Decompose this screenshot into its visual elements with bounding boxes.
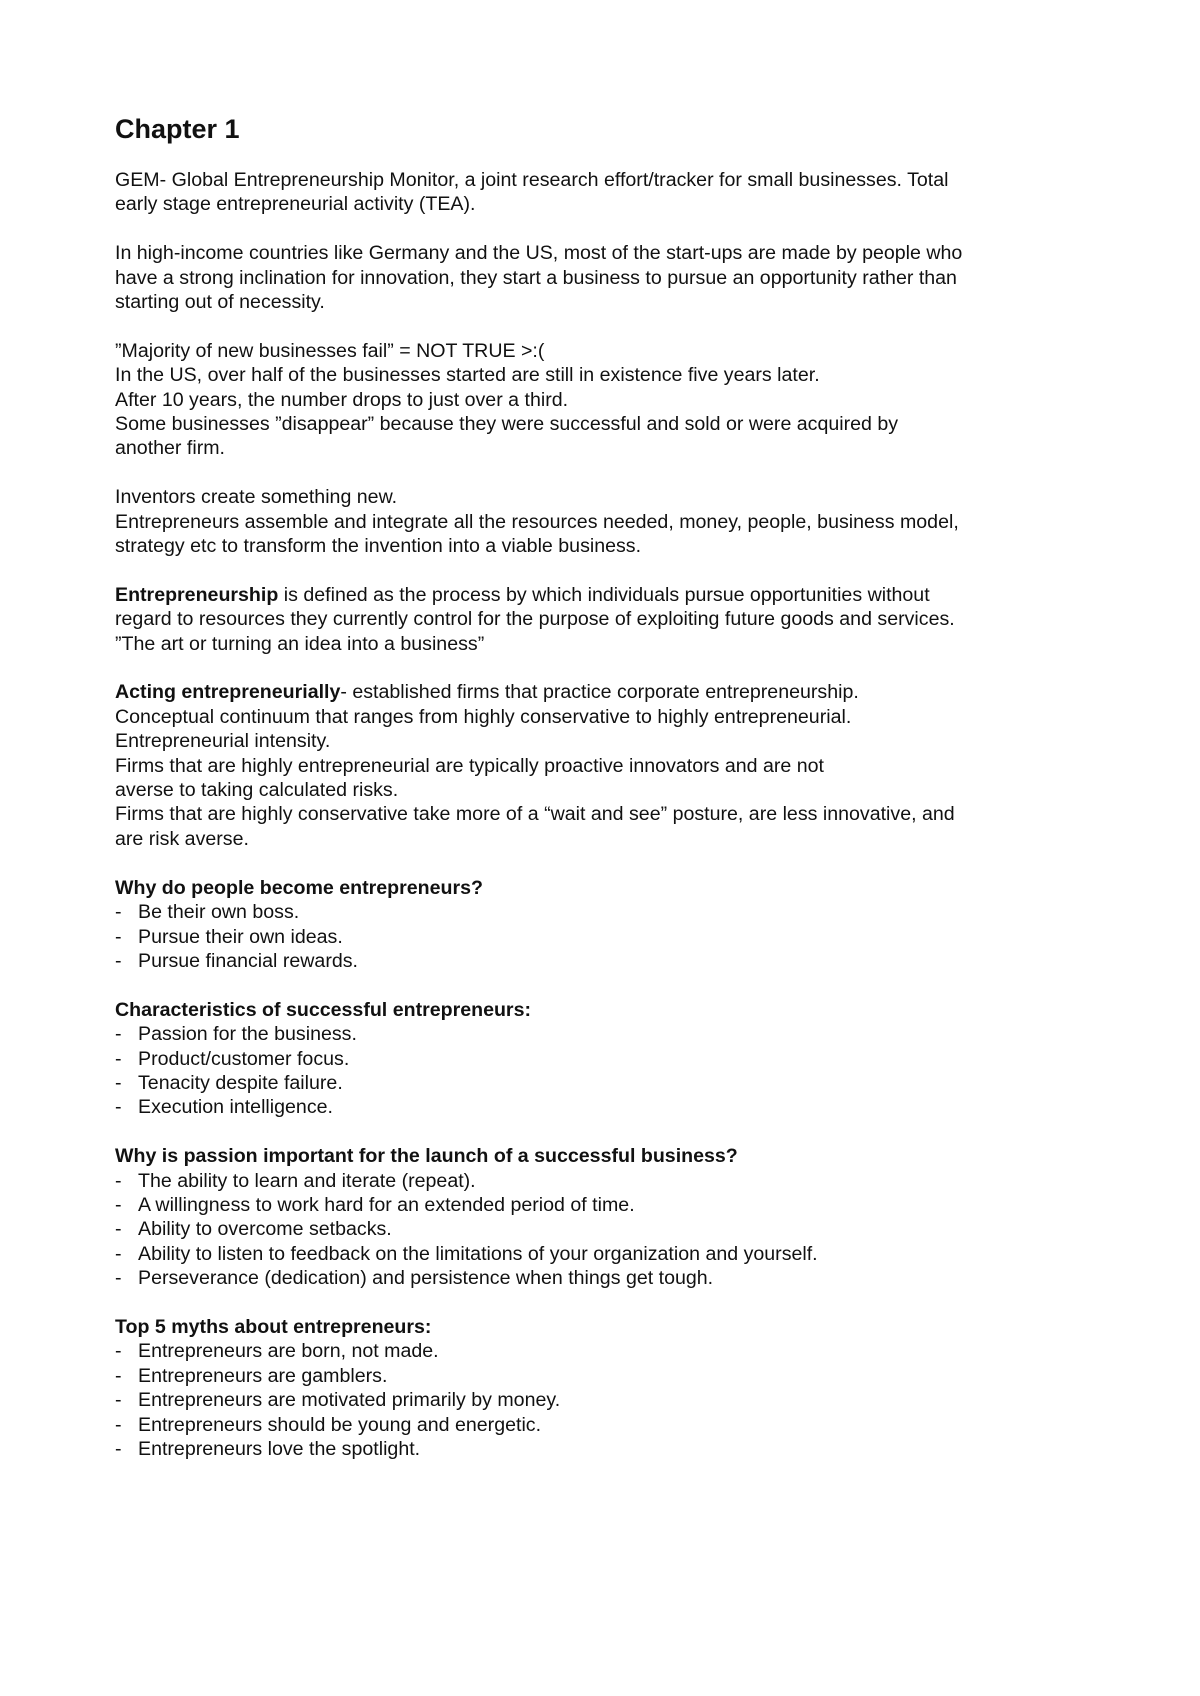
list-item: - Be their own boss. — [115, 901, 300, 924]
definition-text: is defined as the process by which individuals pursue opportunities without — [278, 583, 930, 606]
list-item: - Entrepreneurs love the spotlight. — [115, 1437, 421, 1460]
list-item: - Entrepreneurs are born, not made. — [115, 1340, 439, 1363]
text-line — [115, 680, 1105, 704]
section-heading: Why do people become entrepreneurs? — [115, 876, 483, 899]
section-characteristics — [115, 998, 1105, 1120]
text-line: GEM- Global Entrepreneurship Monitor, a joint research effort/tracker for small businesses. Total — [115, 169, 949, 191]
bullet-dash: - — [115, 1023, 122, 1046]
section-heading: Top 5 myths about entrepreneurs: — [115, 1315, 432, 1338]
bullet-dash: - — [115, 949, 122, 972]
list-item: - Entrepreneurs are motivated primarily by money. — [115, 1389, 561, 1412]
text-line: strategy etc to transform the invention into a viable business. — [115, 535, 642, 558]
section-passion — [115, 1144, 1105, 1290]
text-line: In the US, over half of the businesses started are still in existence five years later. — [115, 364, 820, 387]
bullet-dash: - — [115, 1242, 122, 1265]
list-item: - Pursue financial rewards. — [115, 949, 358, 972]
bullet-dash: - — [115, 1169, 122, 1192]
section-why-entrepreneurs — [115, 876, 1105, 974]
text-line: Entrepreneurial intensity. — [115, 730, 331, 753]
text-line: averse to taking calculated risks. — [115, 779, 399, 802]
paragraph-entrepreneurship-definition — [115, 583, 1105, 656]
bullet-dash: - — [115, 1267, 122, 1290]
paragraph-business-failure — [115, 339, 1105, 461]
text-line: ”Majority of new businesses fail” = NOT TRUE >:( — [115, 339, 545, 362]
list-item: - A willingness to work hard for an extended period of time. — [115, 1193, 635, 1216]
bullet-list — [115, 1339, 1105, 1461]
text-line: starting out of necessity. — [115, 291, 325, 314]
list-item: - The ability to learn and iterate (repeat). — [115, 1169, 476, 1192]
bullet-dash: - — [115, 1364, 122, 1387]
text-line: regard to resources they currently control for the purpose of exploiting future goods and services. — [115, 608, 955, 631]
section-heading: Characteristics of successful entrepreneurs: — [115, 998, 531, 1021]
text-line: Firms that are highly conservative take more of a “wait and see” posture, are less innovative, and — [115, 803, 955, 826]
list-item: - Perseverance (dedication) and persistence when things get tough. — [115, 1267, 714, 1290]
text-line: In high-income countries like Germany and the US, most of the start-ups are made by people who — [115, 242, 963, 265]
bullet-list — [115, 1169, 1105, 1291]
paragraph-gem — [115, 168, 1105, 217]
text-line: Some businesses ”disappear” because they were successful and sold or were acquired by — [115, 413, 899, 436]
list-item: - Product/customer focus. — [115, 1047, 350, 1070]
bullet-dash: - — [115, 1413, 122, 1436]
list-item: - Tenacity despite failure. — [115, 1071, 343, 1094]
list-item: - Pursue their own ideas. — [115, 925, 343, 948]
text-line: early stage entrepreneurial activity (TEA). — [115, 193, 476, 216]
bullet-dash: - — [115, 925, 122, 948]
text-line: Entrepreneurs assemble and integrate all the resources needed, money, people, business model, — [115, 510, 959, 533]
bullet-dash: - — [115, 1340, 122, 1363]
text-line: another firm. — [115, 437, 225, 460]
bullet-dash: - — [115, 1096, 122, 1119]
paragraph-high-income — [115, 241, 1105, 314]
bullet-dash: - — [115, 1047, 122, 1070]
section-heading: Why is passion important for the launch of a successful business? — [115, 1145, 738, 1168]
list-item: - Entrepreneurs should be young and energetic. — [115, 1413, 542, 1436]
bullet-list — [115, 900, 1105, 973]
list-item: - Ability to overcome setbacks. — [115, 1218, 392, 1241]
list-item: - Entrepreneurs are gamblers. — [115, 1364, 388, 1387]
text-line — [115, 583, 1105, 607]
text-line: ”The art or turning an idea into a business” — [115, 632, 485, 655]
text-line: Inventors create something new. — [115, 486, 398, 509]
definition-text: - established firms that practice corporate entrepreneurship. — [340, 681, 859, 704]
text-line: are risk averse. — [115, 827, 249, 850]
bullet-dash: - — [115, 1437, 122, 1460]
list-item: - Execution intelligence. — [115, 1096, 333, 1119]
list-item: - Passion for the business. — [115, 1023, 357, 1046]
defined-term: Entrepreneurship — [115, 583, 279, 606]
bullet-dash: - — [115, 901, 122, 924]
paragraph-inventors — [115, 485, 1105, 558]
document-page — [115, 110, 1105, 1486]
defined-term: Acting entrepreneurially — [115, 681, 341, 704]
bullet-dash: - — [115, 1218, 122, 1241]
text-line: have a strong inclination for innovation, they start a business to pursue an opportunity rather than — [115, 266, 957, 289]
text-line: After 10 years, the number drops to just over a third. — [115, 388, 569, 411]
text-line: Firms that are highly entrepreneurial are typically proactive innovators and are not — [115, 754, 825, 777]
bullet-dash: - — [115, 1193, 122, 1216]
chapter-title: Chapter 1 — [115, 114, 240, 144]
bullet-list — [115, 1022, 1105, 1120]
text-line: Conceptual continuum that ranges from highly conservative to highly entrepreneurial. — [115, 705, 852, 728]
bullet-dash: - — [115, 1389, 122, 1412]
bullet-dash: - — [115, 1071, 122, 1094]
paragraph-acting-entrepreneurially — [115, 680, 1105, 851]
list-item: - Ability to listen to feedback on the limitations of your organization and yourself. — [115, 1242, 818, 1265]
section-myths — [115, 1315, 1105, 1461]
